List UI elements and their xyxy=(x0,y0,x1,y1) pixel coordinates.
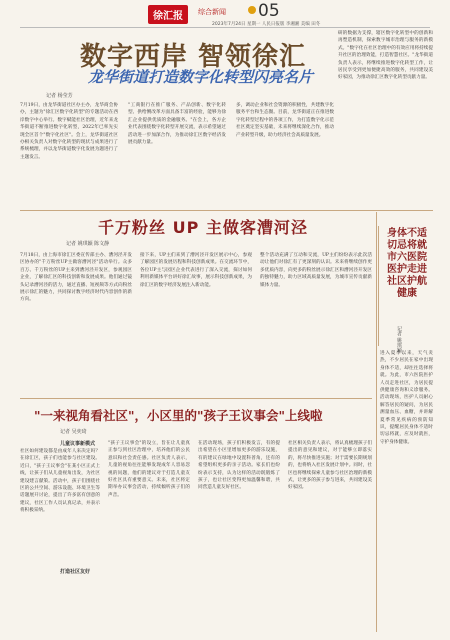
article3-section-title-2: 打造社区友好 xyxy=(60,569,91,575)
masthead-date-line: 2023年7月24日 星期一 人民日报版 李湘湘 美编 田冬 xyxy=(212,22,321,27)
article2-byline: 记者 姚琪颖 陈文静 xyxy=(66,241,110,247)
article1-column-3: 多，调动企业和社会资源的积极性，共建数字化服务平台和生态圈。目前，龙华街道正在推进数字化转型过程中的各项工作，为打造数字化示范社区奠定坚实基础，未来将继续深化合作，推动产业转型升级，助力经济社会高质量发展。 xyxy=(236,103,334,138)
article3-column-1: 社区如何建设都是由成年人来决定吗？在徐汇区，孩子们也能参与社区建设。近日，"孩子王议事会"在某小区正式上线，让孩子们从儿童视角出发，为社区建设建言献策。活动中，孩子们围绕社区的公共空间、游乐设施、环境卫生等话题展开讨论，提出了许多富有创意的建议，社区工作人员认真记录，并表示将积极采纳。 xyxy=(20,449,100,514)
article3-column-2: "孩子王议事会"的设立，旨在让儿童真正参与到社区治理中，培养他们的公民意识和社会责任感。社区负责人表示，儿童的视角往往能够发现成年人容易忽视的问题，他们的建议对于打造儿童友好社区具有重要意义。未来，社区将定期举办议事会活动，持续倾听孩子们的声音。 xyxy=(108,441,190,498)
article2-column-3: 整个活动充满了互动和交流，UP主们纷纷表示此次活动让他们对徐汇有了更深刻的认识。未来将继续创作更多优质内容，向更多的粉丝展示徐汇区和漕河泾开发区的独特魅力，助力区域高质量发展，为城市宣传贡献新媒体力量。 xyxy=(260,253,372,288)
article4-headline: 身体不适切忌将就 市六医院医护走进社区护航健康 xyxy=(387,228,427,299)
article3-column-4: 社区相关负责人表示，将认真梳理孩子们提出的意见和建议，对于能够立即落实的，将尽快推进实施；对于需要长期规划的，也将纳入社区发展计划中。同时，社区也将继续探索儿童参与社区治理的新模式，让更多的孩子参与进来，共同建设美好家园。 xyxy=(288,441,372,491)
article1-byline: 记者 杨莹芳 xyxy=(46,93,73,99)
sidebar-vertical-rule xyxy=(376,212,377,632)
article2-column-1: 7月18日，由上海市徐汇区委宣传部主办、漕河泾开发区协办的"千万粉丝UP主做客漕河泾"活动举行。众多百万、千万粉丝的UP主来到漕河泾开发区，参观园区企业，了解徐汇区的科技创新和发展成果。他们通过镜头记录漕河泾的活力，通过直播、短视频等方式向粉丝展示徐汇的魅力，共同探讨数字经济时代内容创作的新方向。 xyxy=(20,253,132,303)
page-number: 05 xyxy=(258,1,280,21)
masthead-section: 综合新闻 xyxy=(198,8,226,16)
masthead-logo: 徐汇报 xyxy=(148,5,188,24)
article4-column-1: 进入夏季以来，天气炎热，不少居民在家中出现身体不适，却往往选择将就。为此，市六医院医护人员走进社区，为居民提供健康咨询和义诊服务。活动现场，医护人员耐心解答居民的疑问，为居民测量血压、血糖，并讲解夏季常见疾病的预防知识，提醒居民身体不适时切忌将就，应及时就医，守护身体健康。 xyxy=(380,351,433,445)
article3-column-1b xyxy=(20,576,100,632)
article2-column-2: 接下来，UP主们来到了漕河泾开发区展示中心，参观了解园区的发展历程和科技创新成果。在交流环节中，各位UP主与园区企业代表进行了深入交流，探讨如何利用新媒体平台讲好徐汇故事，展示科技创新成果，为徐汇区的数字经济发展注入新动能。 xyxy=(140,253,252,288)
article3-column-3: 在活动现场，孩子们积极发言，有的提出希望在小区里增加更多的游乐设施，有的建议在绿地中设置科普角，还有的希望组织更多的亲子活动。家长们也纷纷表示支持，认为这样的活动既锻炼了孩子，也让社区变得更加温馨和谐，共同营造儿童友好社区。 xyxy=(198,441,280,491)
article3-headline: "一来视角看社区"，小区里的"孩子王议事会"上线啦 xyxy=(34,408,323,423)
article3-section-title-1: 儿童议事新模式 xyxy=(60,441,96,447)
article1-column-2: "工商银行在推广服务、产品创新、数字化转型、供给侧改革方面具备丰富的经验，能够为徐汇企业提供优质的金融服务。"在会上，各方企业代表围绕数字化转型开展交流，表示希望通过活动进一步加深合作，为推动徐汇区数字经济发展贡献力量。 xyxy=(128,103,226,146)
article3-byline: 记者 吴奕琦 xyxy=(60,429,87,435)
divider-article2 xyxy=(20,398,372,399)
article2-headline: 千万粉丝 UP 主做客漕河泾 xyxy=(98,218,308,237)
masthead-dot-icon xyxy=(248,6,256,14)
article1-column-1: 7月19日，由龙华街道社区办主办，龙华商会协办，主题为"徐汇区数字化转型"的专题活动在西岸数字中心举行。数字赋能社区治理，近年来龙华街道不断推进数字化转型，2022年已率先实现全区首个"数字化社区"。会上，龙华街道社区办相关负责人对数字化转型的现状与成果进行了系统梳理，并以龙华街道数字化发展为题进行了主题发言。 xyxy=(20,103,118,160)
article1-column-4: 研的数据为支撑，辖区数字化转型中的创新和再塑造机制，探索数字城市治理与服务的新模式。"数字化在社区治理中的有效应用将持续提升社区的治理效能，打造智慧社区。"龙华街道负责人表示，将继续推进数字化转型工作，让居民享受到更加便捷高效的服务，共同建设美好家园，为推动徐汇区数字化转型贡献力量。 xyxy=(338,31,433,81)
masthead-divider xyxy=(20,27,430,28)
article1-subheadline: 龙华街道打造数字化转型闪亮名片 xyxy=(88,68,314,86)
article4-byline: 记者 姚琪颖 xyxy=(396,326,402,353)
divider-article1 xyxy=(20,210,433,211)
article1-headline: 数字西岸 智领徐汇 xyxy=(80,42,307,72)
